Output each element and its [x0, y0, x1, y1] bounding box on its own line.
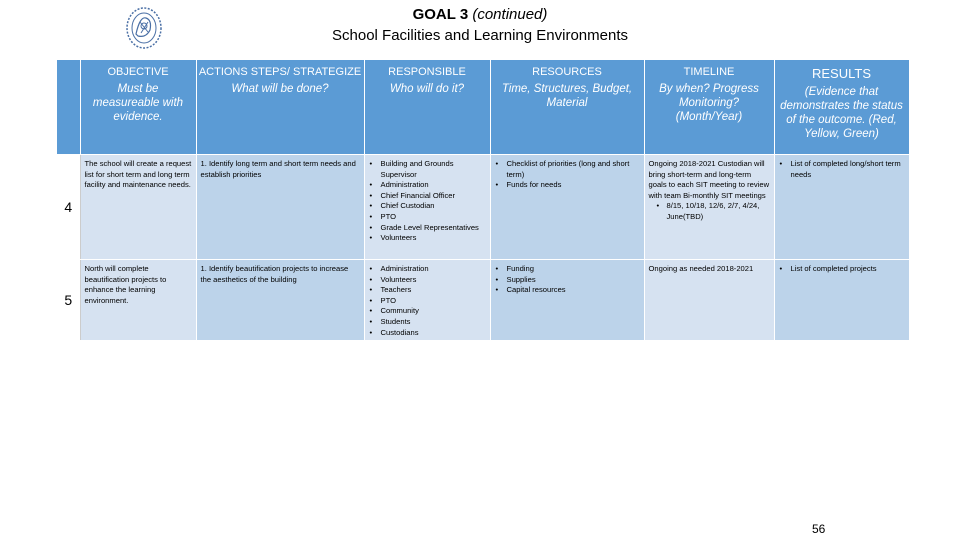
results-cell: [774, 155, 909, 260]
resources-cell: [490, 260, 644, 341]
list-item: • Funding: [507, 264, 640, 275]
responsible-list: [369, 159, 486, 244]
resources-cell: [490, 155, 644, 260]
results-list: [779, 264, 905, 275]
list-item: • Teachers: [381, 285, 486, 296]
action-cell: 1. Identify long term and short term needs and establish priorities: [196, 155, 364, 260]
list-item: • List of completed long/short term needs: [791, 159, 905, 180]
list-item: • Custodians: [381, 328, 486, 339]
responsible-list: [369, 264, 486, 338]
list-item: • Funds for needs: [507, 180, 640, 191]
list-item: • Community: [381, 306, 486, 317]
timeline-cell: Ongoing 2018-2021 Custodian will bring short-term and long-term goals to each SIT meeting to review with team Bi-monthly SIT meetings • 8/15, 10/18, 12/6, 2/7, 4/24, June(TBD): [644, 155, 774, 260]
action-cell: 1. Identify beautification projects to increase the aesthetics of the building: [196, 260, 364, 341]
resources-list: [495, 264, 640, 296]
list-item: • Capital resources: [507, 285, 640, 296]
goal-subtitle: School Facilities and Learning Environments: [332, 27, 628, 44]
list-item: • Chief Financial Officer: [381, 191, 486, 202]
objective-cell: The school will create a request list for short term and long term facility and maintenance needs.: [80, 155, 196, 260]
list-item: • Administration: [381, 180, 486, 191]
list-item: • Administration: [381, 264, 486, 275]
results-cell: [774, 260, 909, 341]
list-item: • 8/15, 10/18, 12/6, 2/7, 4/24, June(TBD): [667, 201, 770, 222]
page-number: 56: [812, 522, 826, 536]
objective-cell: North will complete beautification projects to enhance the learning environment.: [80, 260, 196, 341]
responsible-cell: [364, 155, 490, 260]
list-item: • PTO: [381, 212, 486, 223]
goal-label: GOAL 3: [412, 6, 469, 23]
responsible-cell: [364, 260, 490, 341]
goal-title: [0, 6, 960, 23]
timeline-dates-list: [649, 201, 770, 222]
list-item: • List of completed projects: [791, 264, 905, 275]
list-item: • Building and Grounds Supervisor: [381, 159, 486, 180]
table-row: [57, 260, 909, 341]
list-item: • Supplies: [507, 275, 640, 286]
list-item: • Checklist of priorities (long and short term): [507, 159, 640, 180]
header-results: RESULTS (Evidence that demonstrates the status of the outcome. (Red, Yellow, Green): [774, 60, 909, 155]
header-objective: OBJECTIVE Must be measureable with evidence.: [80, 60, 196, 155]
header-number-cell: [57, 60, 80, 155]
header-timeline: TIMELINE By when? Progress Monitoring? (Month/Year): [644, 60, 774, 155]
list-item: • PTO: [381, 296, 486, 307]
list-item: • Students: [381, 317, 486, 328]
header-responsible: RESPONSIBLE Who will do it?: [364, 60, 490, 155]
header-resources: RESOURCES Time, Structures, Budget, Material: [490, 60, 644, 155]
resources-list: [495, 159, 640, 191]
table-row: [57, 155, 909, 260]
header-action-steps: ACTIONS STEPS/ STRATEGIZE What will be done?: [196, 60, 364, 155]
table-header-row: [57, 60, 909, 155]
goal-suffix: (continued): [472, 6, 548, 23]
row-number: 4: [57, 155, 80, 260]
action-plan-table: [57, 60, 910, 341]
list-item: • Volunteers: [381, 233, 486, 244]
timeline-cell: Ongoing as needed 2018-2021: [644, 260, 774, 341]
list-item: • Grade Level Representatives: [381, 223, 486, 234]
results-list: [779, 159, 905, 180]
row-number: 5: [57, 260, 80, 341]
list-item: • Chief Custodian: [381, 201, 486, 212]
list-item: • Volunteers: [381, 275, 486, 286]
